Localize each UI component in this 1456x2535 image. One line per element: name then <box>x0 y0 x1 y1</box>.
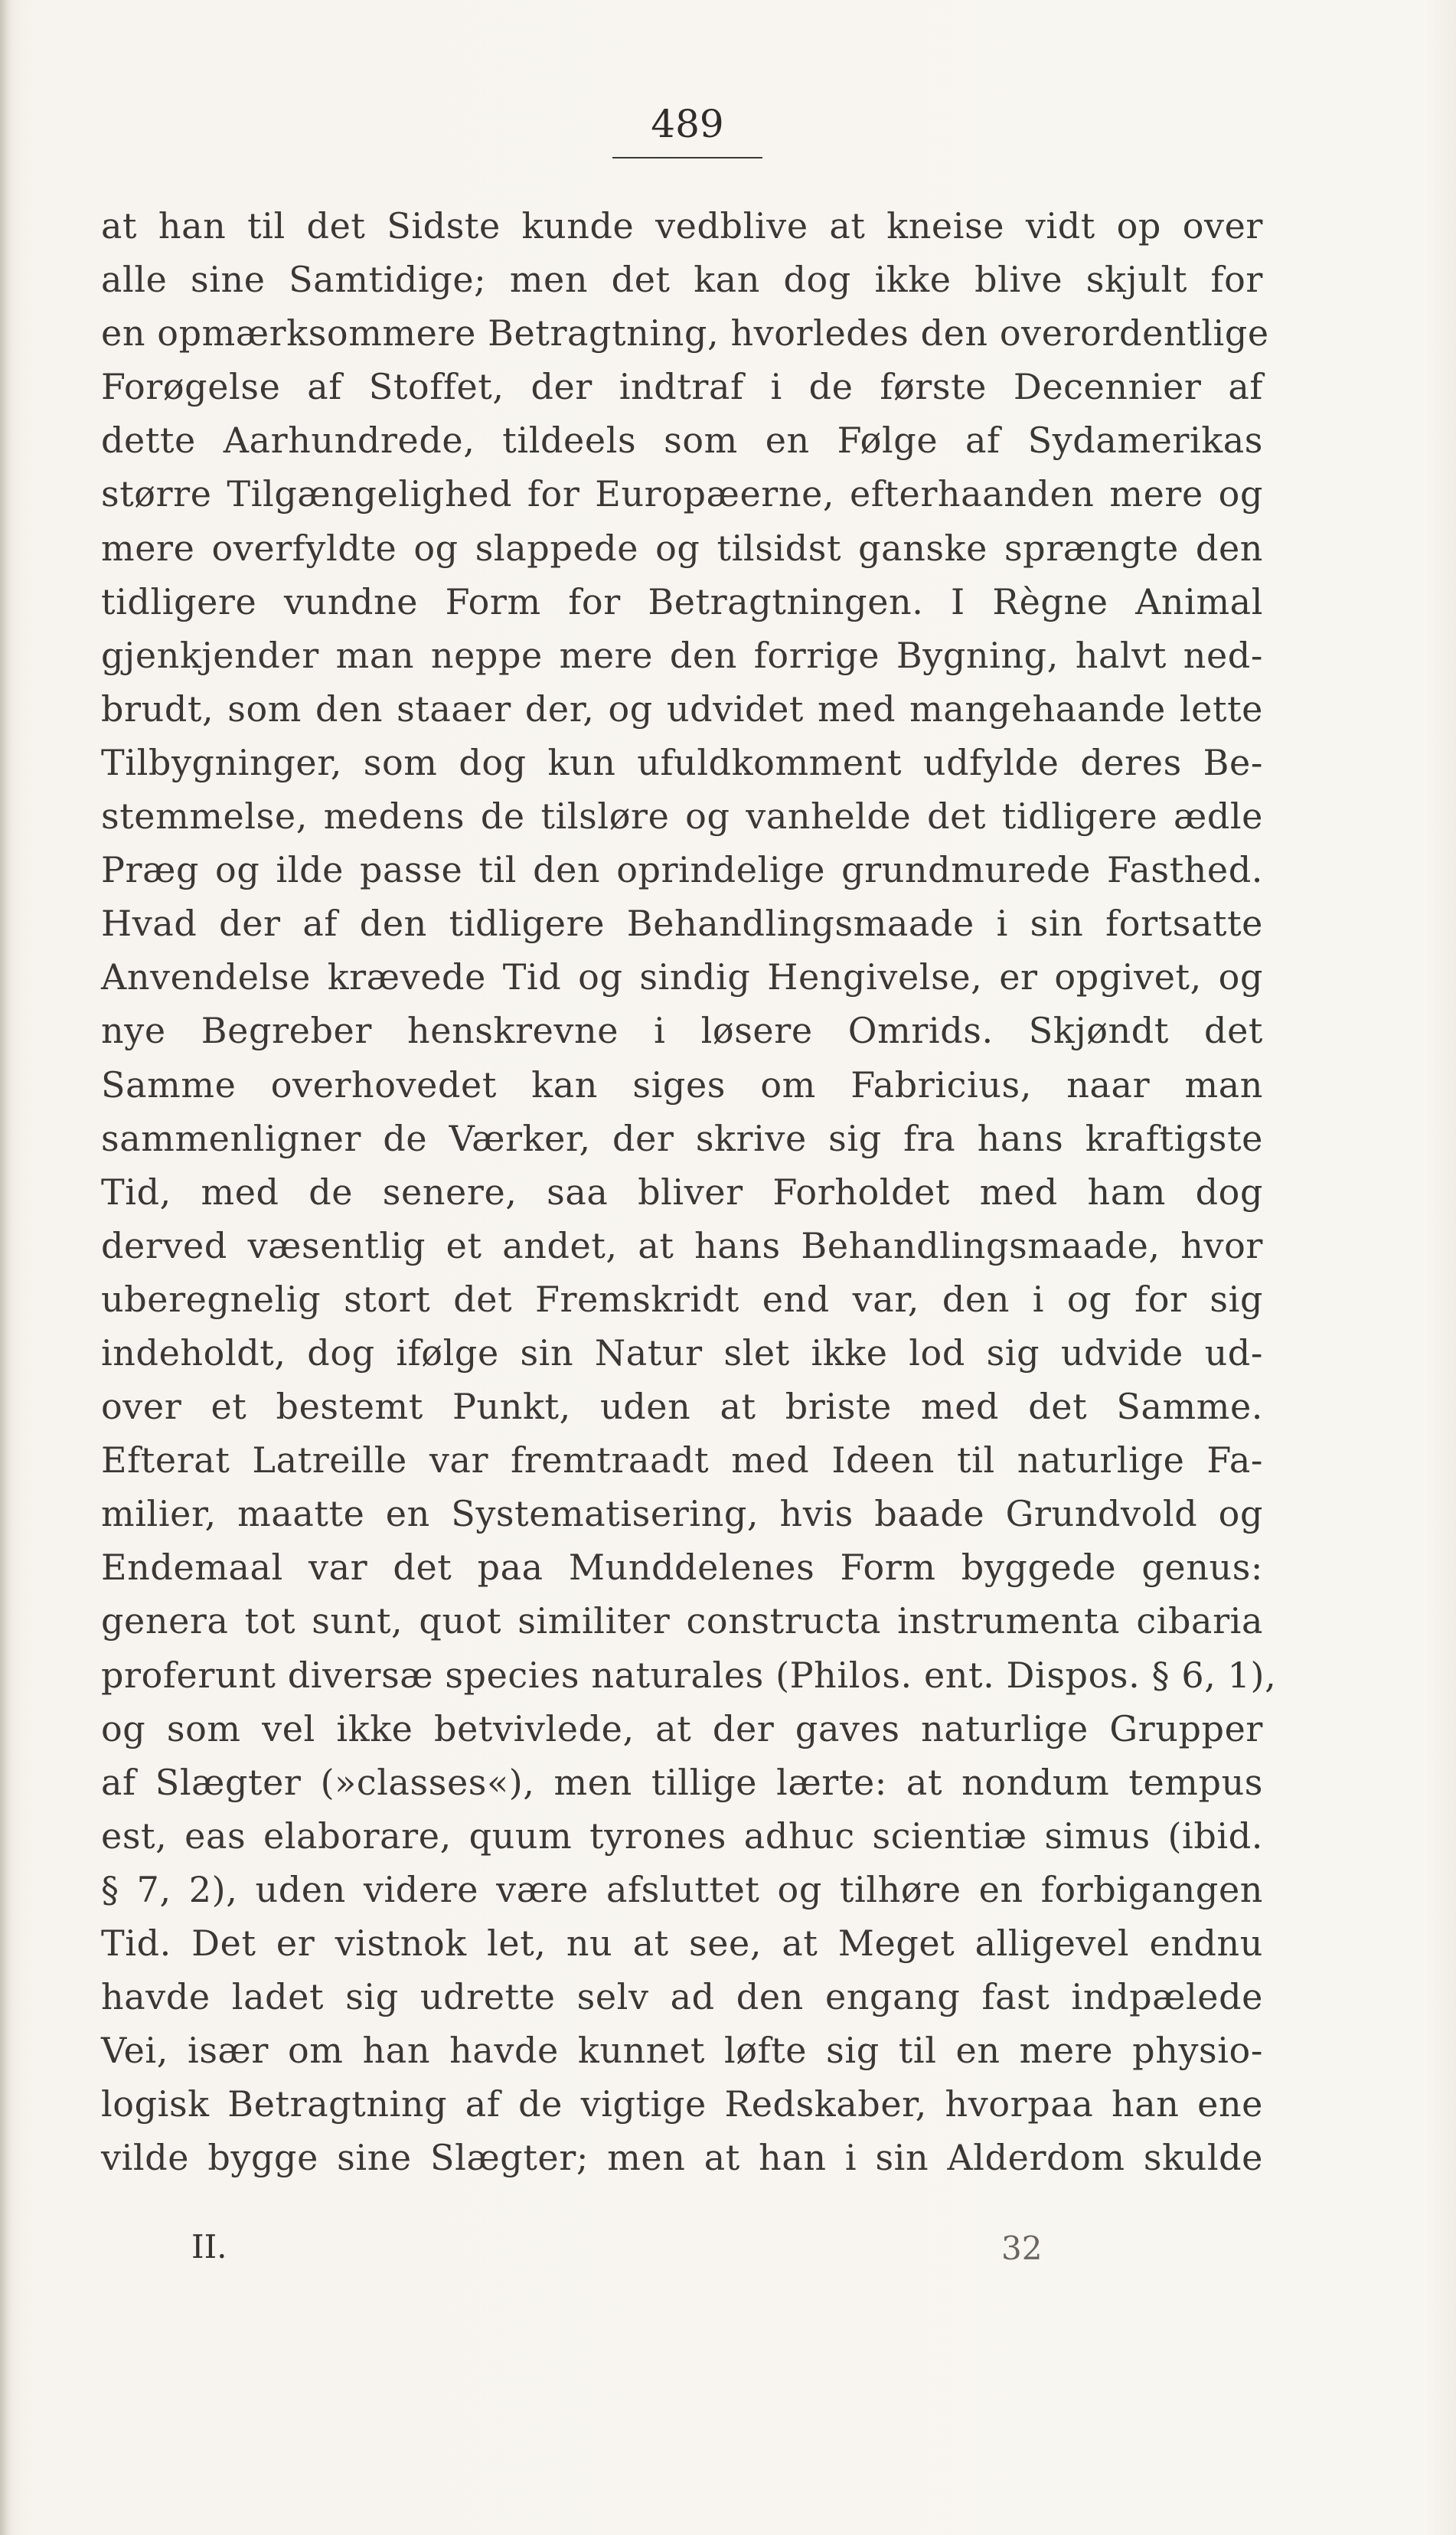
text-line: indeholdt, dog ifølge sin Natur slet ikke lod sig udvide ud- <box>101 1331 1263 1374</box>
text-line: § 7, 2), uden videre være afsluttet og tilhøre en forbigangen <box>101 1868 1263 1910</box>
text-line: mere overfyldte og slappede og tilsidst ganske sprængte den <box>101 527 1263 569</box>
text-line: af Slægter (»classes«), men tillige lærte: at nondum tempus <box>101 1761 1263 1803</box>
text-line: genera tot sunt, quot similiter constructa instrumenta cibaria <box>101 1600 1263 1642</box>
text-line: Præg og ilde passe til den oprindelige grundmurede Fasthed. <box>101 849 1263 891</box>
signature-mark: II. <box>191 2228 227 2265</box>
text-line: Tid. Det er vistnok let, nu at see, at Meget alligevel endnu <box>101 1922 1263 1964</box>
text-line: derved væsentlig et andet, at hans Behandlingsmaade, hvor <box>101 1224 1263 1266</box>
text-line: Anvendelse krævede Tid og sindig Hengivelse, er opgivet, og <box>101 956 1263 998</box>
text-line: Hvad der af den tidligere Behandlingsmaade i sin fortsatte <box>101 903 1263 945</box>
text-line: Efterat Latreille var fremtraadt med Ideen til naturlige Fa- <box>101 1439 1263 1481</box>
text-line: gjenkjender man neppe mere den forrige Bygning, halvt ned- <box>101 634 1263 676</box>
text-line: Vei, især om han havde kunnet løfte sig til en mere physio- <box>101 2030 1263 2072</box>
text-line: logisk Betragtning af de vigtige Redskaber, hvorpaa han ene <box>101 2083 1263 2125</box>
text-line: over et bestemt Punkt, uden at briste med det Samme. <box>101 1386 1263 1428</box>
text-line: Endemaal var det paa Munddelenes Form byggede genus: <box>101 1547 1263 1589</box>
text-line: proferunt diversæ species naturales (Philos. ent. Dispos. § 6, 1), <box>101 1654 1277 1696</box>
text-line: stemmelse, medens de tilsløre og vanhelde det tidligere ædle <box>101 795 1263 838</box>
text-line: vilde bygge sine Slægter; men at han i sin Alderdom skulde <box>101 2137 1263 2179</box>
text-line: milier, maatte en Systematisering, hvis baade Grundvold og <box>101 1493 1263 1535</box>
text-line: sammenligner de Værker, der skrive sig fra hans kraftigste <box>101 1117 1263 1159</box>
page-number: 489 <box>651 102 724 146</box>
text-line: nye Begreber henskrevne i løsere Omrids. Skjøndt det <box>101 1010 1263 1052</box>
body-text <box>101 199 1277 2184</box>
page-number-rule <box>612 157 762 158</box>
text-line: Samme overhovedet kan siges om Fabricius, naar man <box>101 1063 1263 1106</box>
text-line: at han til det Sidste kunde vedblive at kneise vidt op over <box>101 205 1263 247</box>
text-line: dette Aarhundrede, tildeels som en Følge af Sydamerikas <box>101 420 1263 462</box>
text-line: alle sine Samtidige; men det kan dog ikke blive skjult for <box>101 259 1263 301</box>
text-line: en opmærksommere Betragtning, hvorledes den overordentlige <box>101 312 1269 354</box>
text-line: est, eas elaborare, quum tyrones adhuc scientiæ simus (ibid. <box>101 1815 1263 1857</box>
text-line: brudt, som den staaer der, og udvidet med mangehaande lette <box>101 688 1263 730</box>
text-line: havde ladet sig udrette selv ad den engang fast indpælede <box>101 1976 1263 2018</box>
text-line: Tid, med de senere, saa bliver Forholdet med ham dog <box>101 1171 1263 1213</box>
sheet-number: 32 <box>1001 2230 1043 2267</box>
text-line: Tilbygninger, som dog kun ufuldkomment udfylde deres Be- <box>101 741 1263 783</box>
text-line: Forøgelse af Stoffet, der indtraf i de første Decennier af <box>101 366 1263 408</box>
binding-edge <box>0 0 12 2535</box>
text-line: større Tilgængelighed for Europæerne, efterhaanden mere og <box>101 473 1263 515</box>
text-line: uberegnelig stort det Fremskridt end var, den i og for sig <box>101 1278 1263 1320</box>
text-line: og som vel ikke betvivlede, at der gaves naturlige Grupper <box>101 1707 1263 1749</box>
text-line: tidligere vundne Form for Betragtningen. I Règne Animal <box>101 580 1263 622</box>
